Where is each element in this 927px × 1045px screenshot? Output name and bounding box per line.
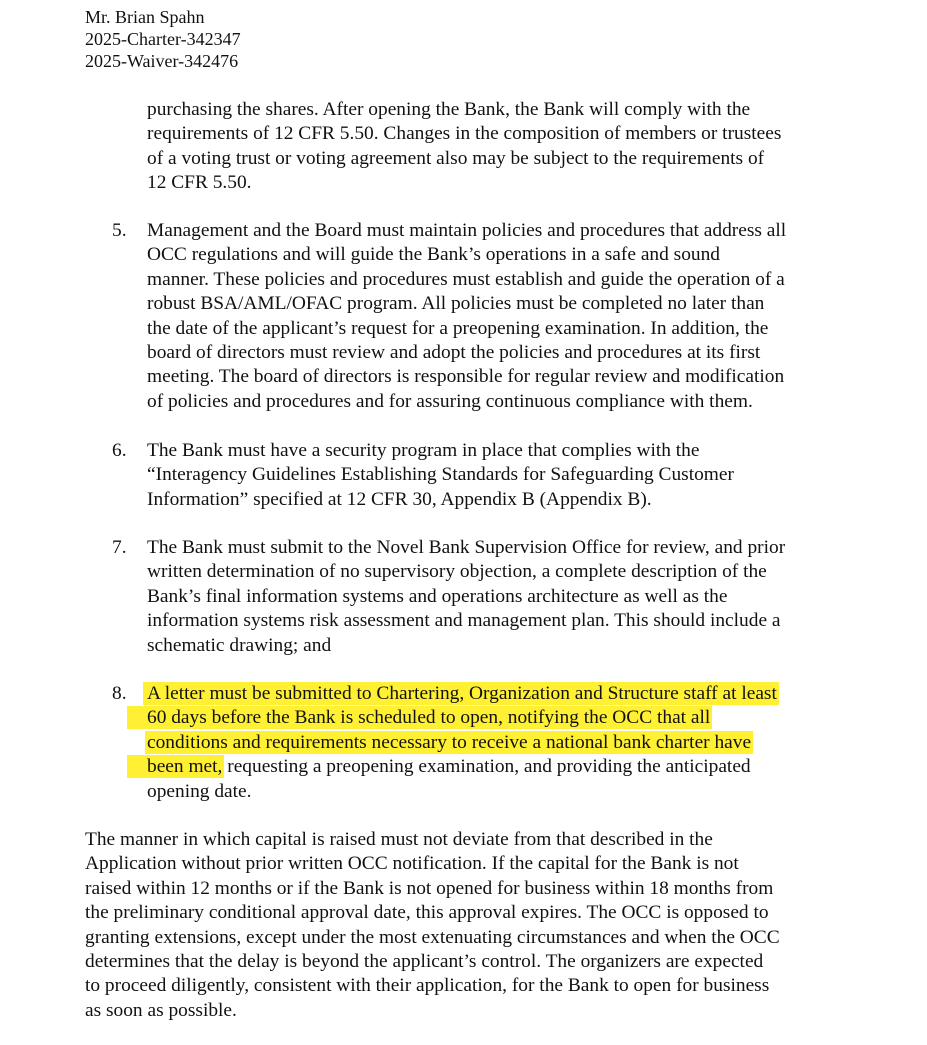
paragraph-line: the date of the applicant’s request for a preopening examination. In addition, the [147,317,769,339]
list-number: 7. [112,537,127,558]
paragraph-line: board of directors must review and adopt the policies and procedures at its first [147,341,761,363]
closing-paragraph [85,828,780,1023]
paragraph-line: the preliminary conditional approval date, this approval expires. The OCC is opposed to [85,902,769,924]
paragraph-line: OCC regulations and will guide the Bank’s operations in a safe and sound [147,244,720,266]
paragraph-line [147,706,777,730]
paragraph-line: granting extensions, except under the most extenuating circumstances and when the OCC [85,926,780,948]
paragraph-line: The Bank must submit to the Novel Bank Supervision Office for review, and prior [147,537,786,558]
list-item-7 [112,536,786,658]
paragraph-line: as soon as possible. [85,999,237,1021]
waiver-reference: 2025-Waiver-342476 [85,51,239,71]
highlighted-text: A letter must be submitted to Chartering, Organization and Structure staff at least [143,682,779,705]
paragraph-line [147,731,777,755]
charter-reference: 2025-Charter-342347 [85,29,241,49]
list-number: 5. [112,220,127,241]
paragraph-line: robust BSA/AML/OFAC program. All policies must be completed no later than [147,293,765,315]
letter-header [85,6,241,72]
list-item-5 [112,219,787,414]
plain-text: requesting a preopening examination, and providing the anticipated [222,756,751,778]
paragraph-line: Bank’s final information systems and operations architecture as well as the [147,585,728,607]
paragraph-line: raised within 12 months or if the Bank is not opened for business within 18 months from [85,877,774,899]
highlighted-text: conditions and requirements necessary to receive a national bank charter have [147,731,752,753]
paragraph-line: requirements of 12 CFR 5.50. Changes in the composition of members or trustees [147,123,782,145]
highlighted-text: been met, [127,755,224,778]
paragraph-line: The manner in which capital is raised must not deviate from that described in the [85,829,713,850]
paragraph-line: schematic drawing; and [147,634,332,656]
paragraph-line: Application without prior written OCC notification. If the capital for the Bank is not [85,853,739,875]
paragraph-line: opening date. [147,780,252,802]
highlighted-text: 60 days before the Bank is scheduled to open, notifying the OCC that all [127,706,712,729]
paragraph-line: Information” specified at 12 CFR 30, Appendix B (Appendix B). [147,488,652,510]
list-number: 8. [112,683,127,704]
paragraph-line: The Bank must have a security program in place that complies with the [147,440,700,461]
list-item-6 [112,439,734,512]
paragraph-line: determines that the delay is beyond the applicant’s control. The organizers are expected [85,950,764,972]
paragraph-line: of a voting trust or voting agreement also may be subject to the requirements of [147,147,765,169]
continued-paragraph [147,98,781,196]
recipient-name: Mr. Brian Spahn [85,7,205,27]
paragraph-line: to proceed diligently, consistent with their application, for the Bank to open for business [85,975,770,997]
paragraph-line: meeting. The board of directors is responsible for regular review and modification [147,366,785,388]
paragraph-line: purchasing the shares. After opening the Bank, the Bank will comply with the [147,99,751,120]
paragraph-line [147,755,777,779]
paragraph-line: information systems risk assessment and management plan. This should include a [147,610,781,632]
paragraph-line: of policies and procedures and for assuring continuous compliance with them. [147,390,753,412]
paragraph-line: 12 CFR 5.50. [147,172,252,194]
paragraph-line: written determination of no supervisory objection, a complete description of the [147,561,767,583]
paragraph-line: “Interagency Guidelines Establishing Standards for Safeguarding Customer [147,464,734,486]
paragraph-line: Management and the Board must maintain policies and procedures that address all [147,220,787,241]
paragraph-line: manner. These policies and procedures must establish and guide the operation of a [147,268,785,290]
list-number: 6. [112,440,127,461]
list-item-8 [112,682,777,804]
paragraph-line [147,682,777,706]
